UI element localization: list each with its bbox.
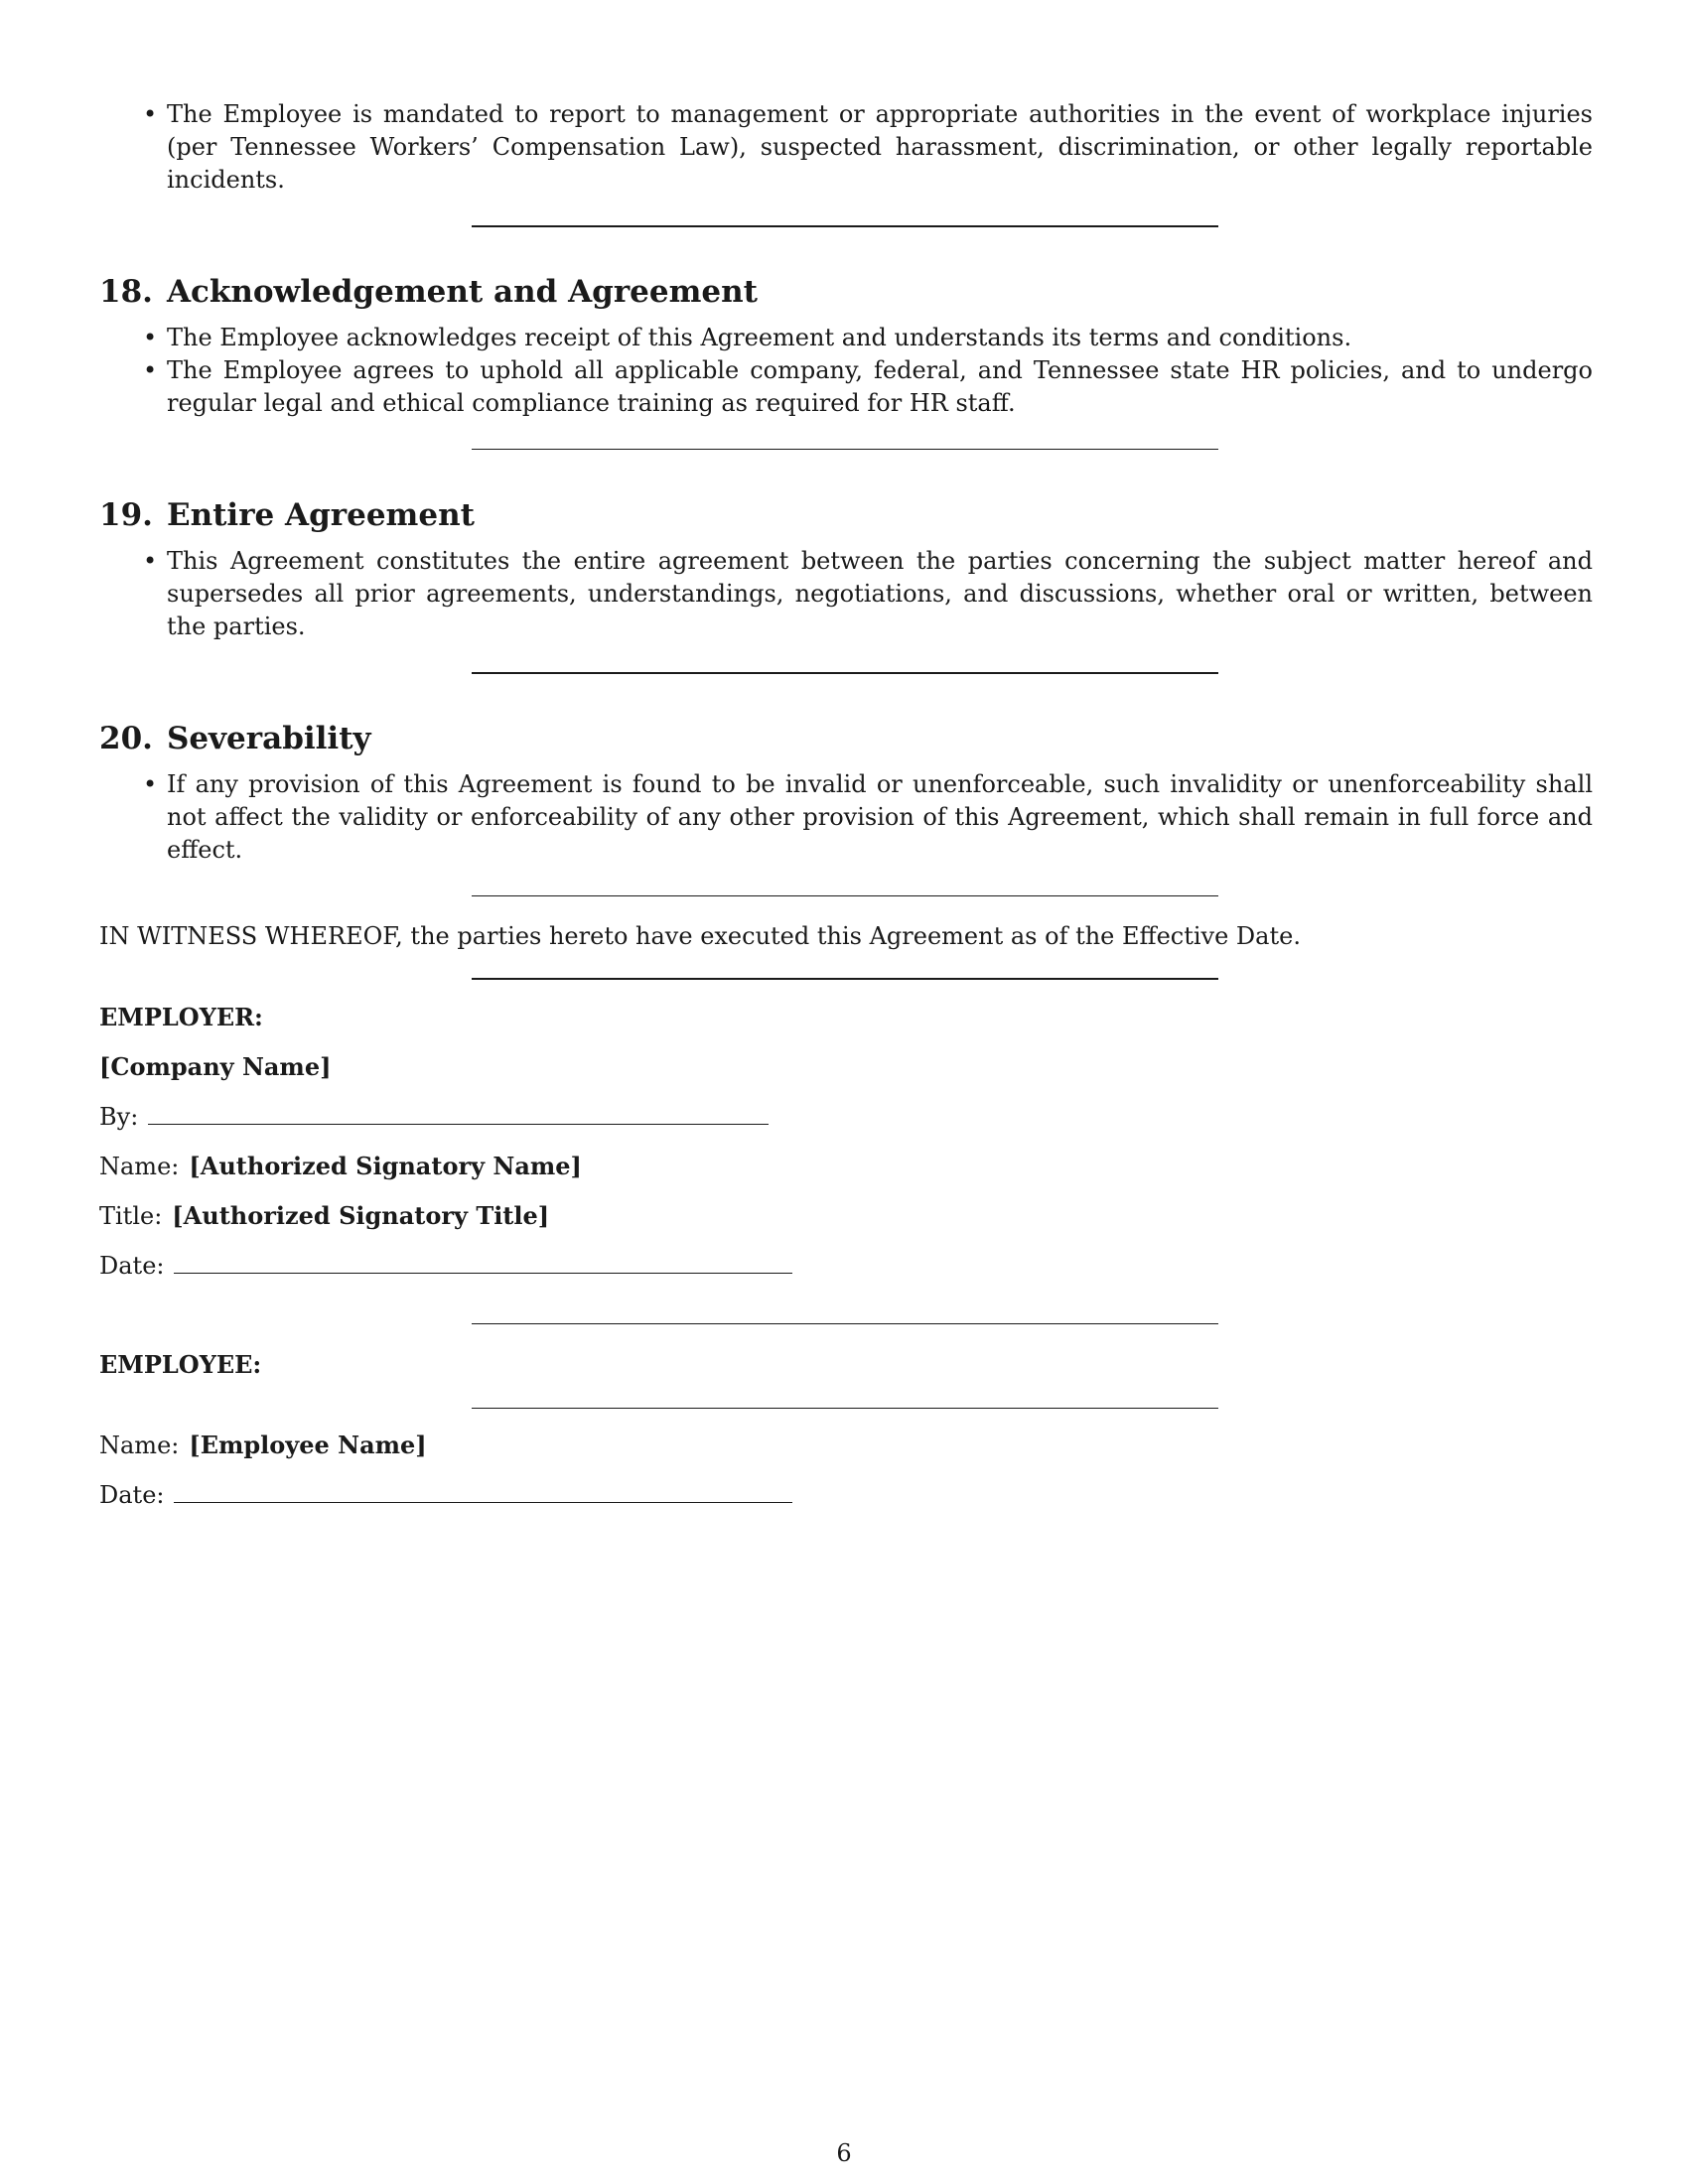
signatory-title: [Authorized Signatory Title] <box>172 1201 550 1230</box>
section-divider <box>472 449 1218 450</box>
section-20-bullets <box>99 768 1593 867</box>
date-line[interactable] <box>174 1478 792 1503</box>
section-divider <box>472 1408 1218 1409</box>
section-title: Severability <box>166 721 371 756</box>
section-divider <box>472 672 1218 674</box>
employee-date-row <box>99 1478 1593 1512</box>
section-title: Entire Agreement <box>166 497 475 533</box>
list-item: • The Employee agrees to uphold all applicable company, federal, and Tennessee state HR policies, and to undergo regular legal and ethical compliance training as required for HR staff. <box>143 356 1593 417</box>
date-line[interactable] <box>174 1249 792 1274</box>
employer-label: EMPLOYER: <box>99 1003 263 1031</box>
title-label: Title: <box>99 1202 163 1230</box>
section-number: 20. <box>99 721 153 756</box>
section-divider <box>472 978 1218 980</box>
name-label: Name: <box>99 1153 180 1180</box>
section-heading-19 <box>99 495 1593 535</box>
employer-date-row <box>99 1249 1593 1283</box>
name-label: Name: <box>99 1432 180 1459</box>
employee-label: EMPLOYEE: <box>99 1350 262 1379</box>
signatory-title-row <box>99 1199 1593 1233</box>
witness-statement: IN WITNESS WHEREOF, the parties hereto have executed this Agreement as of the Effective Date. <box>99 922 1301 950</box>
signatory-name-row <box>99 1150 1593 1183</box>
section-title: Acknowledgement and Agreement <box>166 274 758 310</box>
signature-line[interactable] <box>148 1100 769 1125</box>
section-number: 19. <box>99 497 153 533</box>
section-divider <box>472 1323 1218 1324</box>
employee-name-row <box>99 1429 1593 1462</box>
company-name: [Company Name] <box>99 1052 332 1081</box>
signatory-name: [Authorized Signatory Name] <box>189 1152 582 1180</box>
employee-details <box>99 1429 1593 1512</box>
list-item: • This Agreement constitutes the entire agreement between the parties concerning the subject matter hereof and supersedes all prior agreements, understandings, negotiations, and discussions, whether oral or written, between the parties. <box>143 547 1593 640</box>
signature-by-row <box>99 1100 1593 1134</box>
list-item: • The Employee acknowledges receipt of this Agreement and understands its terms and conditions. <box>143 324 1352 351</box>
section-heading-18 <box>99 272 1593 312</box>
document-page <box>99 95 1593 1512</box>
employer-signature-block <box>99 1001 1593 1283</box>
section-number: 18. <box>99 274 153 310</box>
date-label: Date: <box>99 1481 165 1509</box>
by-label: By: <box>99 1103 139 1131</box>
page-number: 6 <box>836 2139 852 2167</box>
section-divider <box>472 895 1218 896</box>
section-heading-20 <box>99 719 1593 758</box>
intro-bullet-list <box>99 98 1593 197</box>
list-item: • If any provision of this Agreement is found to be invalid or unenforceable, such invalidity or unenforceability shall not affect the validity or enforceability of any other provision of this Agreement, which shall remain in full force and effect. <box>143 770 1593 864</box>
section-19-bullets <box>99 545 1593 643</box>
list-item: • The Employee is mandated to report to management or appropriate authorities in the event of workplace injuries (per Tennessee Workers’ Compensation Law), suspected harassment, discrimination, or other legally reportable incidents. <box>143 100 1593 194</box>
section-18-bullets <box>99 322 1593 420</box>
employee-name: [Employee Name] <box>189 1431 427 1459</box>
date-label: Date: <box>99 1252 165 1280</box>
section-divider <box>472 225 1218 227</box>
employee-signature-block <box>99 1348 1593 1381</box>
